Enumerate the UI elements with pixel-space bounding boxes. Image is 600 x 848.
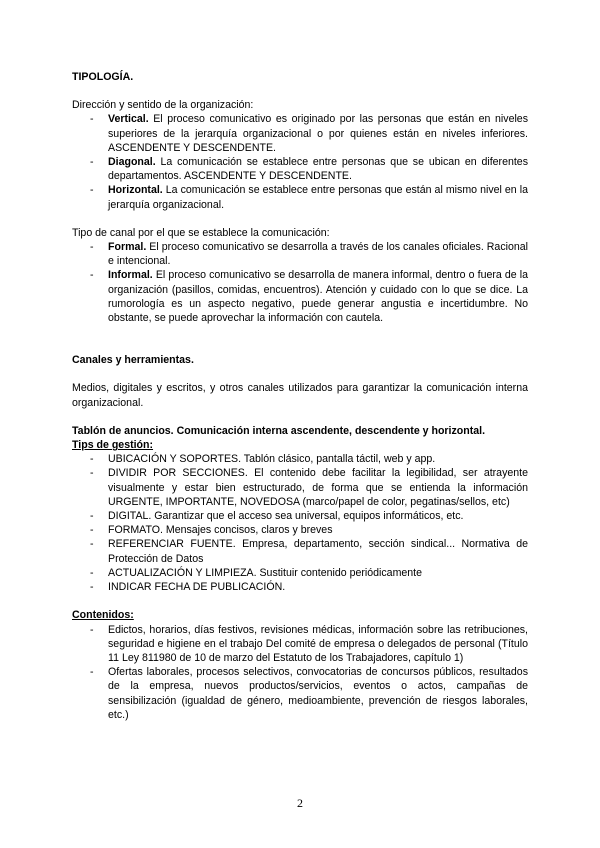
tablon-title: Tablón de anuncios. Comunicación interna ascendente, descendente y horizontal. — [72, 424, 486, 437]
tip-text: DIVIDIR POR SECCIONES. El contenido debe facilitar la legibilidad, ser atrayente visualmente y estar bien estructurado, de forma que se entienda la información URGENTE, IMPORTANTE, NOVEDOSA (marco/papel de color, pegatinas/sellos, etc) — [108, 467, 528, 508]
term-description: El proceso comunicativo es originado por las personas que están en niveles superiores de la jerarquía organizacional o por quienes están en niveles inferiores. ASCENDENTE Y DESCENDENTE. — [108, 113, 528, 154]
dash-bullet: - — [90, 666, 94, 679]
dash-bullet: - — [90, 113, 94, 126]
term-description: El proceso comunicativo se desarrolla a través de los canales oficiales. Racional e intencional. — [108, 241, 528, 268]
term-description: El proceso comunicativo se desarrolla de manera informal, dentro o fuera de la organización (pasillos, comidas, encuentros). Atención y cuidado con lo que se dice. La rumorología es un aspecto negativo, puede generar angustia e incertidumbre. No obstante, se puede aprovechar la información con cautela. — [108, 269, 528, 325]
dash-bullet: - — [90, 184, 94, 197]
term-description: La comunicación se establece entre personas que se ubican en diferentes departamentos. ASCENDENTE Y DESCENDENTE. — [108, 156, 528, 183]
dash-bullet: - — [90, 269, 94, 282]
dash-bullet: - — [90, 453, 94, 466]
list-item — [72, 580, 528, 594]
term-horizontal: Horizontal. — [108, 184, 163, 197]
tips-title: Tips de gestión: — [72, 439, 154, 452]
dash-bullet: - — [90, 467, 94, 480]
dash-bullet: - — [90, 241, 94, 254]
section-title-canales: Canales y herramientas. — [72, 354, 194, 367]
contenido-text: Ofertas laborales, procesos selectivos, convocatorias de concursos públicos, resultados de la empresa, nuevos productos/servicios, eventos o actos, campañas de sensibilización (igualdad de género, medioambiente, prevención de riesgos laborales, etc.) — [108, 666, 528, 721]
canal-intro: Tipo de canal por el que se establece la comunicación: — [72, 226, 330, 239]
section-title-tipologia: TIPOLOGÍA. — [72, 71, 134, 83]
canales-intro: Medios, digitales y escritos, y otros canales utilizados para garantizar la comunicación interna organizacional. — [72, 382, 528, 409]
contenidos-list — [72, 623, 528, 722]
term-informal: Informal. — [108, 269, 153, 282]
dash-bullet: - — [90, 581, 94, 594]
dash-bullet: - — [90, 510, 94, 523]
list-item — [72, 183, 528, 211]
tip-text: REFERENCIAR FUENTE. Empresa, departamento, sección sindical... Normativa de Protección de Datos — [108, 538, 528, 565]
tip-text: INDICAR FECHA DE PUBLICACIÓN. — [108, 581, 286, 594]
list-item — [72, 240, 528, 268]
list-item — [72, 112, 528, 155]
dash-bullet: - — [90, 623, 94, 636]
list-item — [72, 665, 528, 722]
tips-list — [72, 452, 528, 594]
term-vertical: Vertical. — [108, 113, 149, 126]
tip-text: DIGITAL. Garantizar que el acceso sea universal, equipos informáticos, etc. — [108, 510, 464, 523]
list-item — [72, 509, 528, 523]
tip-text: FORMATO. Mensajes concisos, claros y breves — [108, 524, 333, 537]
tip-text: ACTUALIZACIÓN Y LIMPIEZA. Sustituir contenido periódicamente — [108, 566, 423, 579]
term-description: La comunicación se establece entre personas que están al mismo nivel en la jerarquía organizacional. — [108, 184, 528, 211]
dash-bullet: - — [90, 156, 94, 169]
list-item — [72, 623, 528, 666]
dash-bullet: - — [90, 524, 94, 537]
list-item — [72, 155, 528, 183]
list-item — [72, 452, 528, 466]
page-number: 2 — [297, 796, 303, 810]
list-item — [72, 537, 528, 565]
list-item — [72, 466, 528, 509]
direccion-list — [72, 112, 528, 211]
page-content — [72, 70, 528, 722]
term-formal: Formal. — [108, 241, 147, 254]
list-item — [72, 523, 528, 537]
tip-text: UBICACIÓN Y SOPORTES. Tablón clásico, pantalla táctil, web y app. — [108, 453, 436, 466]
list-item — [72, 268, 528, 325]
list-item — [72, 566, 528, 580]
direccion-intro: Dirección y sentido de la organización: — [72, 99, 254, 112]
canal-list — [72, 240, 528, 325]
contenidos-title: Contenidos: — [72, 609, 134, 622]
dash-bullet: - — [90, 566, 94, 579]
term-diagonal: Diagonal. — [108, 156, 156, 169]
dash-bullet: - — [90, 538, 94, 551]
contenido-text: Edictos, horarios, días festivos, revisiones médicas, información sobre las retribuciones, seguridad e higiene en el trabajo Del comité de empresa o delegados de personal (Título 11 Ley 811980 de 10 de marzo del Estatuto de los Trabajadores, capítulo 1) — [108, 623, 528, 664]
